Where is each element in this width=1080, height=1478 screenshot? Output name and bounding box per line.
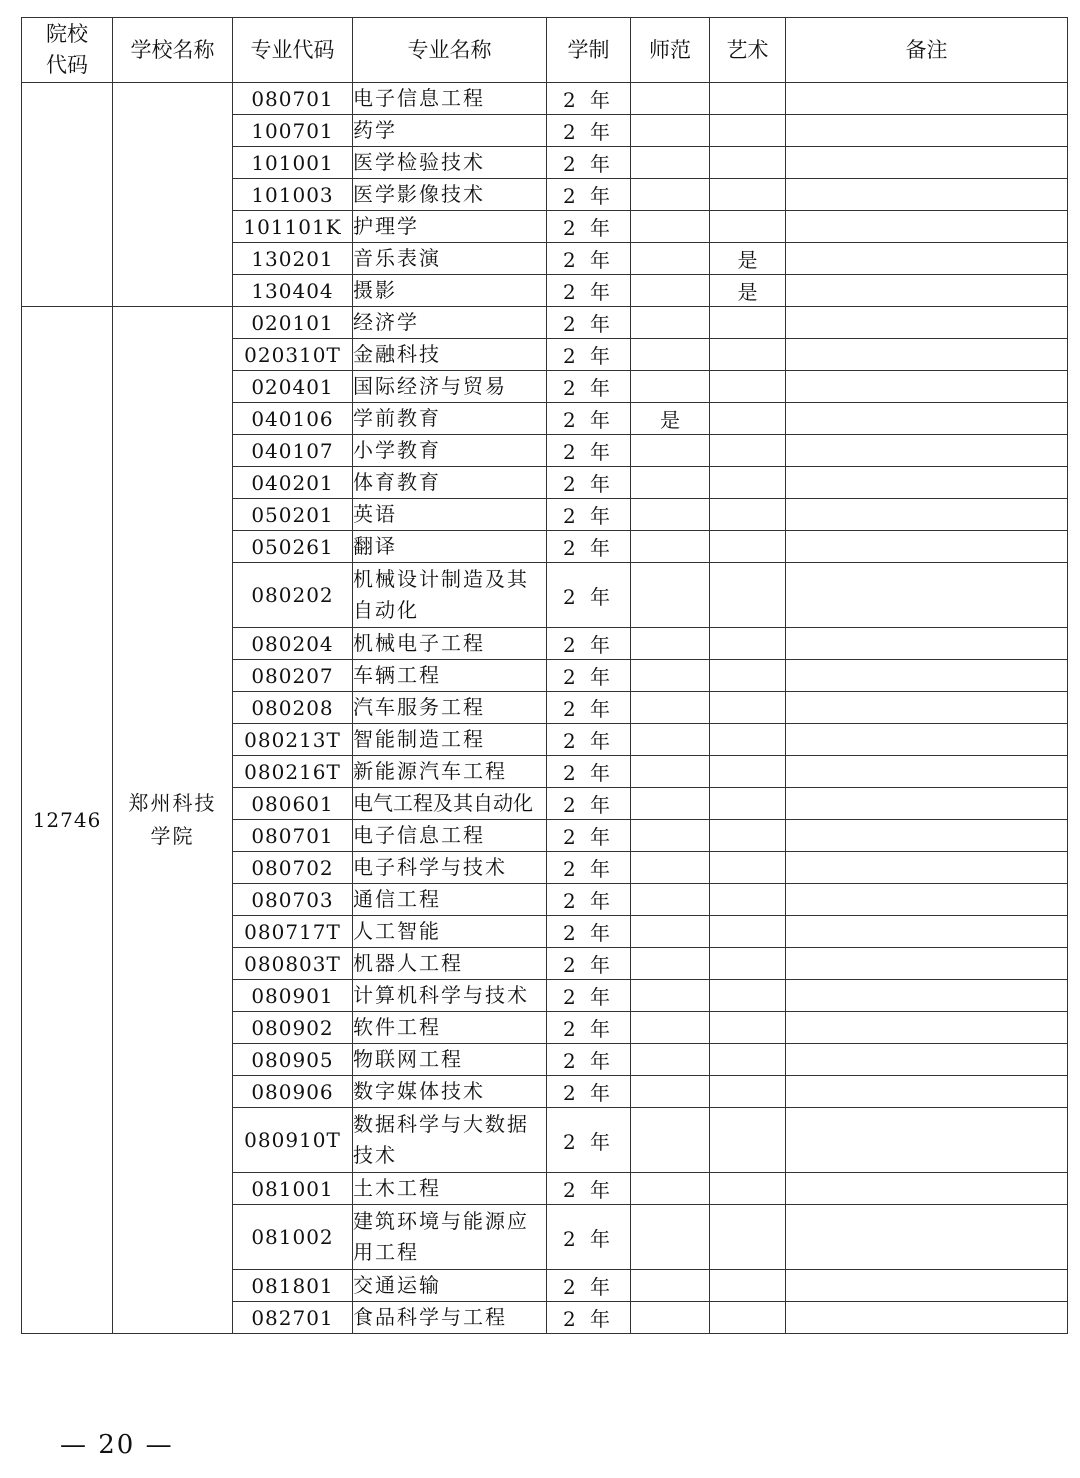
- normal-flag-cell: [631, 948, 710, 980]
- art-flag-cell: [710, 948, 786, 980]
- remarks-cell: [786, 371, 1068, 403]
- major-name-cell: 计算机科学与技术: [353, 980, 547, 1012]
- major-code-cell: 020310T: [233, 339, 353, 371]
- remarks-cell: [786, 499, 1068, 531]
- header-normal: 师范: [631, 18, 710, 83]
- remarks-cell: [786, 948, 1068, 980]
- major-name-cell: 经济学: [353, 307, 547, 339]
- major-code-cell: 050201: [233, 499, 353, 531]
- remarks-cell: [786, 179, 1068, 211]
- normal-flag-cell: [631, 1012, 710, 1044]
- art-flag-cell: [710, 403, 786, 435]
- duration-cell: 2 年: [547, 467, 631, 499]
- major-name-cell: 翻译: [353, 531, 547, 563]
- duration-cell: 2 年: [547, 371, 631, 403]
- art-flag-cell: [710, 980, 786, 1012]
- table-row: [22, 83, 1068, 115]
- art-flag-cell: [710, 756, 786, 788]
- duration-cell: 2 年: [547, 531, 631, 563]
- normal-flag-cell: [631, 1108, 710, 1173]
- major-code-cell: 040107: [233, 435, 353, 467]
- duration-cell: 2 年: [547, 435, 631, 467]
- major-code-cell: 080207: [233, 660, 353, 692]
- normal-flag-cell: [631, 1302, 710, 1334]
- majors-table: [21, 17, 1068, 1334]
- major-name-cell: 数据科学与大数据技术: [353, 1108, 547, 1173]
- duration-cell: 2 年: [547, 916, 631, 948]
- duration-cell: 2 年: [547, 692, 631, 724]
- art-flag-cell: [710, 371, 786, 403]
- art-flag-cell: [710, 435, 786, 467]
- major-name-cell: 小学教育: [353, 435, 547, 467]
- art-flag-cell: [710, 467, 786, 499]
- major-code-cell: 101101K: [233, 211, 353, 243]
- duration-cell: 2 年: [547, 147, 631, 179]
- major-name-cell: 人工智能: [353, 916, 547, 948]
- normal-flag-cell: [631, 916, 710, 948]
- normal-flag-cell: [631, 563, 710, 628]
- remarks-cell: [786, 211, 1068, 243]
- major-code-cell: 080204: [233, 628, 353, 660]
- art-flag-cell: [710, 147, 786, 179]
- major-code-cell: 020401: [233, 371, 353, 403]
- remarks-cell: [786, 307, 1068, 339]
- major-name-cell: 通信工程: [353, 884, 547, 916]
- normal-flag-cell: [631, 307, 710, 339]
- major-code-cell: 101003: [233, 179, 353, 211]
- major-code-cell: 082701: [233, 1302, 353, 1334]
- remarks-cell: [786, 1270, 1068, 1302]
- remarks-cell: [786, 1205, 1068, 1270]
- duration-cell: 2 年: [547, 852, 631, 884]
- remarks-cell: [786, 820, 1068, 852]
- duration-cell: 2 年: [547, 339, 631, 371]
- major-code-cell: 080901: [233, 980, 353, 1012]
- normal-flag-cell: [631, 756, 710, 788]
- art-flag-cell: 是: [710, 243, 786, 275]
- major-name-cell: 药学: [353, 115, 547, 147]
- major-code-cell: 081002: [233, 1205, 353, 1270]
- major-name-cell: 体育教育: [353, 467, 547, 499]
- duration-cell: 2 年: [547, 788, 631, 820]
- art-flag-cell: [710, 531, 786, 563]
- art-flag-cell: [710, 307, 786, 339]
- duration-cell: 2 年: [547, 179, 631, 211]
- normal-flag-cell: [631, 820, 710, 852]
- normal-flag-cell: [631, 852, 710, 884]
- art-flag-cell: [710, 1076, 786, 1108]
- major-name-cell: 国际经济与贸易: [353, 371, 547, 403]
- major-code-cell: 130201: [233, 243, 353, 275]
- art-flag-cell: [710, 1108, 786, 1173]
- major-code-cell: 080702: [233, 852, 353, 884]
- major-name-cell: 电子信息工程: [353, 820, 547, 852]
- major-name-cell: 摄影: [353, 275, 547, 307]
- duration-cell: 2 年: [547, 243, 631, 275]
- art-flag-cell: [710, 1012, 786, 1044]
- remarks-cell: [786, 724, 1068, 756]
- major-name-cell: 医学影像技术: [353, 179, 547, 211]
- major-name-cell: 机械电子工程: [353, 628, 547, 660]
- remarks-cell: [786, 660, 1068, 692]
- header-art: 艺术: [710, 18, 786, 83]
- major-code-cell: 040106: [233, 403, 353, 435]
- major-name-cell: 学前教育: [353, 403, 547, 435]
- major-code-cell: 080717T: [233, 916, 353, 948]
- duration-cell: 2 年: [547, 1270, 631, 1302]
- major-name-cell: 车辆工程: [353, 660, 547, 692]
- normal-flag-cell: [631, 179, 710, 211]
- art-flag-cell: [710, 884, 786, 916]
- duration-cell: 2 年: [547, 820, 631, 852]
- duration-cell: 2 年: [547, 660, 631, 692]
- major-name-cell: 电子科学与技术: [353, 852, 547, 884]
- major-code-cell: 080905: [233, 1044, 353, 1076]
- duration-cell: 2 年: [547, 307, 631, 339]
- remarks-cell: [786, 243, 1068, 275]
- normal-flag-cell: [631, 1205, 710, 1270]
- remarks-cell: [786, 435, 1068, 467]
- remarks-cell: [786, 628, 1068, 660]
- remarks-cell: [786, 147, 1068, 179]
- major-name-cell: 机器人工程: [353, 948, 547, 980]
- art-flag-cell: [710, 660, 786, 692]
- major-name-cell: 英语: [353, 499, 547, 531]
- art-flag-cell: [710, 1205, 786, 1270]
- remarks-cell: [786, 884, 1068, 916]
- normal-flag-cell: [631, 980, 710, 1012]
- art-flag-cell: 是: [710, 275, 786, 307]
- normal-flag-cell: [631, 499, 710, 531]
- normal-flag-cell: [631, 724, 710, 756]
- art-flag-cell: [710, 628, 786, 660]
- header-duration: 学制: [547, 18, 631, 83]
- duration-cell: 2 年: [547, 884, 631, 916]
- page-number: — 20 —: [60, 1430, 174, 1460]
- major-name-cell: 音乐表演: [353, 243, 547, 275]
- school-name-cell: [113, 83, 233, 307]
- duration-cell: 2 年: [547, 756, 631, 788]
- remarks-cell: [786, 403, 1068, 435]
- normal-flag-cell: [631, 531, 710, 563]
- header-remarks: 备注: [786, 18, 1068, 83]
- major-code-cell: 100701: [233, 115, 353, 147]
- major-code-cell: 040201: [233, 467, 353, 499]
- major-code-cell: 101001: [233, 147, 353, 179]
- major-code-cell: 130404: [233, 275, 353, 307]
- major-code-cell: 050261: [233, 531, 353, 563]
- major-code-cell: 080202: [233, 563, 353, 628]
- major-code-cell: 020101: [233, 307, 353, 339]
- art-flag-cell: [710, 115, 786, 147]
- major-name-cell: 软件工程: [353, 1012, 547, 1044]
- major-name-cell: 新能源汽车工程: [353, 756, 547, 788]
- major-name-cell: 汽车服务工程: [353, 692, 547, 724]
- art-flag-cell: [710, 339, 786, 371]
- normal-flag-cell: [631, 83, 710, 115]
- normal-flag-cell: [631, 1076, 710, 1108]
- major-code-cell: 081801: [233, 1270, 353, 1302]
- major-code-cell: 080208: [233, 692, 353, 724]
- duration-cell: 2 年: [547, 1302, 631, 1334]
- major-code-cell: 080701: [233, 83, 353, 115]
- normal-flag-cell: [631, 371, 710, 403]
- remarks-cell: [786, 1173, 1068, 1205]
- normal-flag-cell: [631, 1173, 710, 1205]
- header-major-code: 专业代码: [233, 18, 353, 83]
- normal-flag-cell: [631, 788, 710, 820]
- major-code-cell: 080902: [233, 1012, 353, 1044]
- normal-flag-cell: [631, 628, 710, 660]
- header-school-name: 学校名称: [113, 18, 233, 83]
- remarks-cell: [786, 1012, 1068, 1044]
- art-flag-cell: [710, 852, 786, 884]
- table-row: [22, 307, 1068, 339]
- remarks-cell: [786, 756, 1068, 788]
- remarks-cell: [786, 788, 1068, 820]
- duration-cell: 2 年: [547, 628, 631, 660]
- art-flag-cell: [710, 692, 786, 724]
- normal-flag-cell: [631, 1044, 710, 1076]
- school-code-cell: [22, 83, 113, 307]
- major-name-cell: 机械设计制造及其自动化: [353, 563, 547, 628]
- duration-cell: 2 年: [547, 1173, 631, 1205]
- duration-cell: 2 年: [547, 211, 631, 243]
- major-name-cell: 医学检验技术: [353, 147, 547, 179]
- major-code-cell: 081001: [233, 1173, 353, 1205]
- normal-flag-cell: [631, 467, 710, 499]
- art-flag-cell: [710, 563, 786, 628]
- duration-cell: 2 年: [547, 403, 631, 435]
- remarks-cell: [786, 1108, 1068, 1173]
- art-flag-cell: [710, 724, 786, 756]
- art-flag-cell: [710, 83, 786, 115]
- major-code-cell: 080906: [233, 1076, 353, 1108]
- major-code-cell: 080803T: [233, 948, 353, 980]
- duration-cell: 2 年: [547, 1012, 631, 1044]
- normal-flag-cell: [631, 435, 710, 467]
- duration-cell: 2 年: [547, 499, 631, 531]
- header-major-name: 专业名称: [353, 18, 547, 83]
- major-name-cell: 数字媒体技术: [353, 1076, 547, 1108]
- remarks-cell: [786, 1076, 1068, 1108]
- major-code-cell: 080703: [233, 884, 353, 916]
- normal-flag-cell: [631, 692, 710, 724]
- remarks-cell: [786, 1044, 1068, 1076]
- duration-cell: 2 年: [547, 948, 631, 980]
- duration-cell: 2 年: [547, 724, 631, 756]
- normal-flag-cell: [631, 275, 710, 307]
- art-flag-cell: [710, 1044, 786, 1076]
- art-flag-cell: [710, 1173, 786, 1205]
- duration-cell: 2 年: [547, 1205, 631, 1270]
- duration-cell: 2 年: [547, 1044, 631, 1076]
- remarks-cell: [786, 1302, 1068, 1334]
- normal-flag-cell: [631, 884, 710, 916]
- art-flag-cell: [710, 1302, 786, 1334]
- remarks-cell: [786, 83, 1068, 115]
- normal-flag-cell: [631, 339, 710, 371]
- remarks-cell: [786, 980, 1068, 1012]
- art-flag-cell: [710, 179, 786, 211]
- art-flag-cell: [710, 211, 786, 243]
- normal-flag-cell: [631, 115, 710, 147]
- remarks-cell: [786, 692, 1068, 724]
- remarks-cell: [786, 467, 1068, 499]
- duration-cell: 2 年: [547, 980, 631, 1012]
- normal-flag-cell: [631, 1270, 710, 1302]
- major-name-cell: 土木工程: [353, 1173, 547, 1205]
- art-flag-cell: [710, 916, 786, 948]
- art-flag-cell: [710, 1270, 786, 1302]
- duration-cell: 2 年: [547, 1076, 631, 1108]
- normal-flag-cell: [631, 660, 710, 692]
- duration-cell: 2 年: [547, 1108, 631, 1173]
- duration-cell: 2 年: [547, 115, 631, 147]
- remarks-cell: [786, 275, 1068, 307]
- table-body: [22, 83, 1068, 1334]
- major-code-cell: 080601: [233, 788, 353, 820]
- major-name-cell: 电气工程及其自动化: [353, 788, 547, 820]
- normal-flag-cell: [631, 147, 710, 179]
- normal-flag-cell: 是: [631, 403, 710, 435]
- major-name-cell: 物联网工程: [353, 1044, 547, 1076]
- remarks-cell: [786, 852, 1068, 884]
- normal-flag-cell: [631, 243, 710, 275]
- remarks-cell: [786, 339, 1068, 371]
- remarks-cell: [786, 563, 1068, 628]
- art-flag-cell: [710, 820, 786, 852]
- school-name-cell: 郑州科技 学院: [113, 307, 233, 1334]
- remarks-cell: [786, 916, 1068, 948]
- major-name-cell: 护理学: [353, 211, 547, 243]
- major-name-cell: 交通运输: [353, 1270, 547, 1302]
- art-flag-cell: [710, 788, 786, 820]
- major-name-cell: 金融科技: [353, 339, 547, 371]
- duration-cell: 2 年: [547, 563, 631, 628]
- header-school-code: 院校 代码: [22, 18, 113, 83]
- normal-flag-cell: [631, 211, 710, 243]
- major-name-cell: 智能制造工程: [353, 724, 547, 756]
- duration-cell: 2 年: [547, 83, 631, 115]
- major-code-cell: 080213T: [233, 724, 353, 756]
- major-name-cell: 食品科学与工程: [353, 1302, 547, 1334]
- major-name-cell: 建筑环境与能源应用工程: [353, 1205, 547, 1270]
- major-code-cell: 080216T: [233, 756, 353, 788]
- duration-cell: 2 年: [547, 275, 631, 307]
- header-row: [22, 18, 1068, 83]
- remarks-cell: [786, 115, 1068, 147]
- major-code-cell: 080701: [233, 820, 353, 852]
- major-code-cell: 080910T: [233, 1108, 353, 1173]
- school-code-cell: 12746: [22, 307, 113, 1334]
- remarks-cell: [786, 531, 1068, 563]
- art-flag-cell: [710, 499, 786, 531]
- major-name-cell: 电子信息工程: [353, 83, 547, 115]
